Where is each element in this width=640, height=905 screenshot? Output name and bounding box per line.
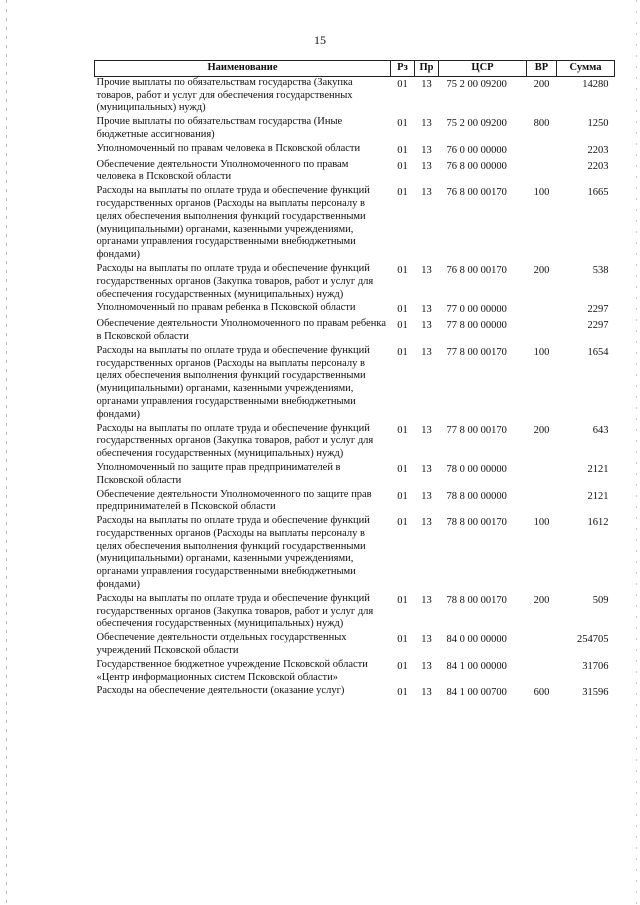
cell-pr: 13	[421, 687, 432, 699]
cell-csr: 76 0 00 00000	[446, 144, 507, 156]
cell-name: Уполномоченный по защите прав предпринимателей в Псковской области	[96, 461, 341, 486]
cell-name: Обеспечение деятельности отдельных государственных учреждений Псковской области	[96, 632, 347, 657]
table-row	[95, 116, 615, 143]
cell-vr	[527, 632, 557, 659]
table-row	[95, 302, 615, 318]
cell-rz: 01	[397, 594, 408, 606]
cell-sum: 1665	[587, 187, 609, 199]
cell-csr: 78 8 00 00170	[446, 594, 507, 606]
cell-sum: 643	[592, 424, 609, 436]
table-row	[95, 76, 615, 116]
cell-vr: 200	[533, 594, 550, 606]
cell-name: Прочие выплаты по обязательствам государства (Иные бюджетные ассигнования)	[96, 116, 343, 140]
cell-rz: 01	[397, 660, 408, 672]
budget-table	[94, 60, 615, 701]
cell-pr: 13	[421, 144, 432, 156]
cell-csr: 77 8 00 00170	[446, 346, 507, 358]
cell-rz: 01	[397, 78, 408, 90]
cell-rz: 01	[397, 304, 408, 316]
cell-vr	[527, 159, 557, 186]
cell-vr	[527, 462, 557, 489]
cell-csr: 76 8 00 00170	[446, 264, 507, 276]
table-row	[95, 159, 615, 186]
cell-vr	[527, 318, 557, 345]
cell-pr: 13	[421, 660, 432, 672]
cell-sum: 509	[592, 594, 609, 606]
cell-csr: 77 8 00 00000	[446, 320, 507, 332]
table-row	[95, 489, 615, 516]
cell-rz: 01	[397, 463, 408, 475]
cell-rz: 01	[397, 424, 408, 436]
cell-pr: 13	[421, 517, 432, 529]
cell-vr: 600	[533, 687, 550, 699]
cell-rz: 01	[397, 118, 408, 130]
cell-name: Обеспечение деятельности Уполномоченного по защите прав предпринимателей в Псковской области	[96, 488, 372, 513]
cell-csr: 84 1 00 00700	[446, 687, 507, 699]
cell-rz: 01	[397, 264, 408, 276]
table-row	[95, 345, 615, 423]
cell-vr: 100	[533, 346, 550, 358]
cell-sum: 2121	[587, 463, 609, 475]
cell-sum: 254705	[577, 634, 609, 646]
table-row	[95, 318, 615, 345]
cell-sum: 538	[592, 264, 609, 276]
header-vr: ВР	[527, 61, 557, 77]
cell-pr: 13	[421, 320, 432, 332]
cell-pr: 13	[421, 634, 432, 646]
cell-name: Прочие выплаты по обязательствам государства (Закупка товаров, работ и услуг для обеспечения государственных (муниципальных) нужд)	[96, 76, 353, 114]
header-csr: ЦСР	[439, 61, 527, 77]
cell-rz: 01	[397, 144, 408, 156]
cell-csr: 84 1 00 00000	[446, 660, 507, 672]
cell-rz: 01	[397, 346, 408, 358]
cell-vr	[527, 302, 557, 318]
table-row	[95, 632, 615, 659]
header-sum: Сумма	[557, 61, 615, 77]
cell-name: Обеспечение деятельности Уполномоченного по правам человека в Псковской области	[96, 158, 349, 183]
cell-csr: 75 2 00 09200	[446, 78, 507, 90]
cell-pr: 13	[421, 424, 432, 436]
cell-csr: 76 8 00 00170	[446, 187, 507, 199]
table-row	[95, 185, 615, 263]
cell-name: Расходы на выплаты по оплате труда и обеспечение функций государственных органов (Расходы на выплаты персоналу в целях обеспечения выполнения функций государственными (муниципальными) органами, казенными учреждениями, органами управления государственными внебюджетными фондами)	[96, 515, 370, 591]
header-name: Наименование	[95, 61, 391, 77]
cell-name: Уполномоченный по правам ребенка в Псковской области	[96, 302, 356, 314]
cell-rz: 01	[397, 490, 408, 502]
cell-sum: 31706	[582, 660, 609, 672]
cell-name: Обеспечение деятельности Уполномоченного по правам ребенка в Псковской области	[96, 318, 386, 342]
cell-name: Расходы на обеспечение деятельности (оказание услуг)	[96, 685, 345, 697]
cell-vr: 100	[533, 517, 550, 529]
cell-vr	[527, 659, 557, 686]
cell-csr: 75 2 00 09200	[446, 118, 507, 130]
cell-pr: 13	[421, 160, 432, 172]
cell-rz: 01	[397, 187, 408, 199]
cell-vr	[527, 143, 557, 159]
cell-rz: 01	[397, 687, 408, 699]
cell-sum: 1250	[587, 118, 609, 130]
scan-edge-right	[636, 0, 637, 905]
cell-pr: 13	[421, 187, 432, 199]
cell-pr: 13	[421, 118, 432, 130]
cell-pr: 13	[421, 463, 432, 475]
cell-sum: 2203	[587, 144, 609, 156]
cell-name: Уполномоченный по правам человека в Псковской области	[96, 142, 361, 154]
page-number: 15	[314, 33, 326, 47]
cell-vr	[527, 489, 557, 516]
cell-rz: 01	[397, 634, 408, 646]
cell-csr: 78 8 00 00170	[446, 517, 507, 529]
table-row	[95, 659, 615, 686]
cell-vr: 200	[533, 264, 550, 276]
cell-vr: 800	[533, 118, 550, 130]
cell-csr: 78 8 00 00000	[446, 490, 507, 502]
table-row	[95, 423, 615, 462]
cell-sum: 1654	[587, 346, 609, 358]
cell-pr: 13	[421, 490, 432, 502]
cell-pr: 13	[421, 346, 432, 358]
cell-pr: 13	[421, 78, 432, 90]
cell-name: Расходы на выплаты по оплате труда и обеспечение функций государственных органов (Расходы на выплаты персоналу в целях обеспечения выполнения функций государственными (муниципальными) органами, казенными учреждениями, органами управления государственными внебюджетными фондами)	[96, 344, 370, 420]
table-row	[95, 263, 615, 302]
table-row	[95, 515, 615, 593]
table-row	[95, 593, 615, 632]
cell-csr: 84 0 00 00000	[446, 634, 507, 646]
cell-pr: 13	[421, 304, 432, 316]
cell-name: Расходы на выплаты по оплате труда и обеспечение функций государственных органов (Закупка товаров, работ и услуг для обеспечения государственных (муниципальных) нужд)	[96, 262, 374, 300]
cell-csr: 76 8 00 00000	[446, 160, 507, 172]
cell-rz: 01	[397, 320, 408, 332]
cell-sum: 1612	[587, 517, 609, 529]
cell-name: Расходы на выплаты по оплате труда и обеспечение функций государственных органов (Закупка товаров, работ и услуг для обеспечения государственных (муниципальных) нужд)	[96, 592, 374, 630]
cell-name: Расходы на выплаты по оплате труда и обеспечение функций государственных органов (Расходы на выплаты персоналу в целях обеспечения выполнения функций государственными (муниципальными) органами, казенными учреждениями, органами управления государственными внебюджетными фондами)	[96, 185, 370, 261]
header-pr: Пр	[415, 61, 439, 77]
cell-sum: 31596	[582, 687, 609, 699]
table-row	[95, 685, 615, 701]
cell-csr: 77 8 00 00170	[446, 424, 507, 436]
cell-vr: 100	[533, 187, 550, 199]
cell-csr: 77 0 00 00000	[446, 304, 507, 316]
cell-pr: 13	[421, 264, 432, 276]
cell-rz: 01	[397, 160, 408, 172]
table-body	[95, 76, 615, 701]
table-row	[95, 143, 615, 159]
cell-sum: 2297	[587, 304, 609, 316]
scan-edge-left	[6, 0, 7, 905]
table-row	[95, 462, 615, 489]
cell-rz: 01	[397, 517, 408, 529]
cell-name: Государственное бюджетное учреждение Псковской области «Центр информационных систем Псковской области»	[96, 658, 368, 683]
cell-csr: 78 0 00 00000	[446, 463, 507, 475]
table-header-row	[95, 61, 615, 77]
cell-sum: 14280	[582, 78, 609, 90]
cell-vr: 200	[533, 424, 550, 436]
cell-name: Расходы на выплаты по оплате труда и обеспечение функций государственных органов (Закупка товаров, работ и услуг для обеспечения государственных (муниципальных) нужд)	[96, 422, 374, 460]
header-rz: Рз	[391, 61, 415, 77]
cell-sum: 2297	[587, 320, 609, 332]
cell-pr: 13	[421, 594, 432, 606]
cell-sum: 2203	[587, 160, 609, 172]
cell-sum: 2121	[587, 490, 609, 502]
cell-vr: 200	[533, 78, 550, 90]
